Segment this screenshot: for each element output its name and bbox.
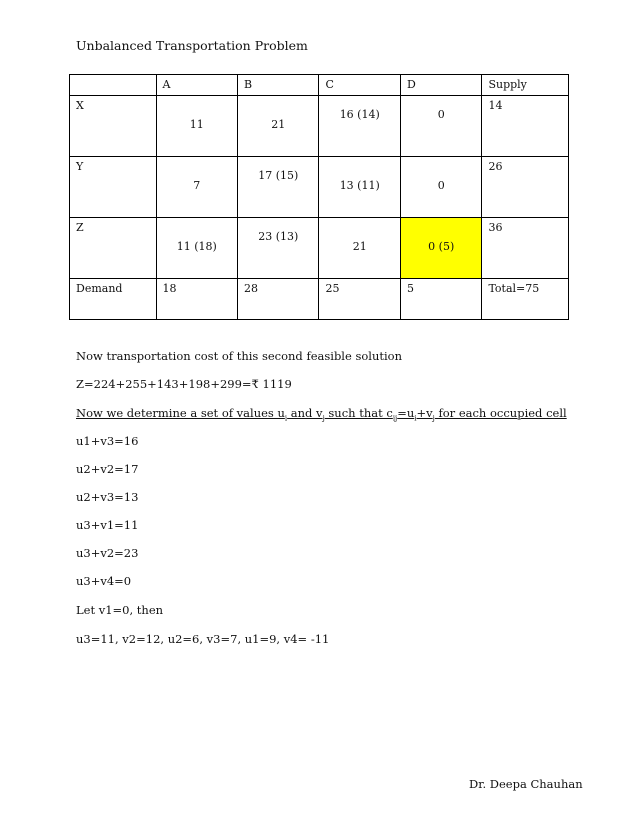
row-label: Y: [70, 157, 157, 218]
page-title: Unbalanced Transportation Problem: [76, 38, 308, 53]
let-statement: Let v1=0, then: [76, 603, 164, 617]
table-header-cell: C: [319, 75, 400, 96]
table-row: [70, 157, 569, 218]
table-cell: 11 (18): [156, 218, 237, 279]
table-cell: 21: [319, 218, 400, 279]
demand-cell: 28: [238, 279, 319, 320]
table-cell: 0: [400, 96, 481, 157]
demand-row: [70, 279, 569, 320]
transportation-table: [69, 74, 569, 320]
total-cell: Total=75: [482, 279, 569, 320]
demand-cell: 5: [400, 279, 481, 320]
table-header-cell: D: [400, 75, 481, 96]
table-header-cell: Supply: [482, 75, 569, 96]
table-header-cell: [70, 75, 157, 96]
highlighted-cell: 0 (5): [400, 218, 481, 279]
result-line: u3=11, v2=12, u2=6, v3=7, u1=9, v4= -11: [76, 632, 330, 646]
table-cell: 17 (15): [238, 157, 319, 218]
table-cell: 7: [156, 157, 237, 218]
table-row: [70, 96, 569, 157]
table-cell: 0: [400, 157, 481, 218]
table-header-row: [70, 75, 569, 96]
table-cell: 16 (14): [319, 96, 400, 157]
supply-cell: 14: [482, 96, 569, 157]
determine-statement: Now we determine a set of values $u_i$ and $v_j$ such that $c_{ij}=u_i+v_j$ for each occupied cell: [76, 406, 567, 423]
row-label: Demand: [70, 279, 157, 320]
table-cell: 11: [156, 96, 237, 157]
equation-line: u1+v3=16: [76, 434, 139, 448]
equation-line: u3+v1=11: [76, 518, 139, 532]
cost-equation: Z=224+255+143+198+299=₹ 1119: [76, 377, 292, 391]
supply-cell: 26: [482, 157, 569, 218]
cost-intro: Now transportation cost of this second feasible solution: [76, 349, 402, 363]
author-footer: Dr. Deepa Chauhan: [469, 777, 583, 791]
supply-cell: 36: [482, 218, 569, 279]
table-row: [70, 218, 569, 279]
table-cell: 21: [238, 96, 319, 157]
table-header-cell: B: [238, 75, 319, 96]
demand-cell: 25: [319, 279, 400, 320]
row-label: X: [70, 96, 157, 157]
row-label: Z: [70, 218, 157, 279]
table-cell: 23 (13): [238, 218, 319, 279]
table-header-cell: A: [156, 75, 237, 96]
equation-line: u3+v4=0: [76, 574, 132, 588]
equation-line: u2+v2=17: [76, 462, 139, 476]
equation-line: u3+v2=23: [76, 546, 139, 560]
demand-cell: 18: [156, 279, 237, 320]
table-cell: 13 (11): [319, 157, 400, 218]
equation-line: u2+v3=13: [76, 490, 139, 504]
